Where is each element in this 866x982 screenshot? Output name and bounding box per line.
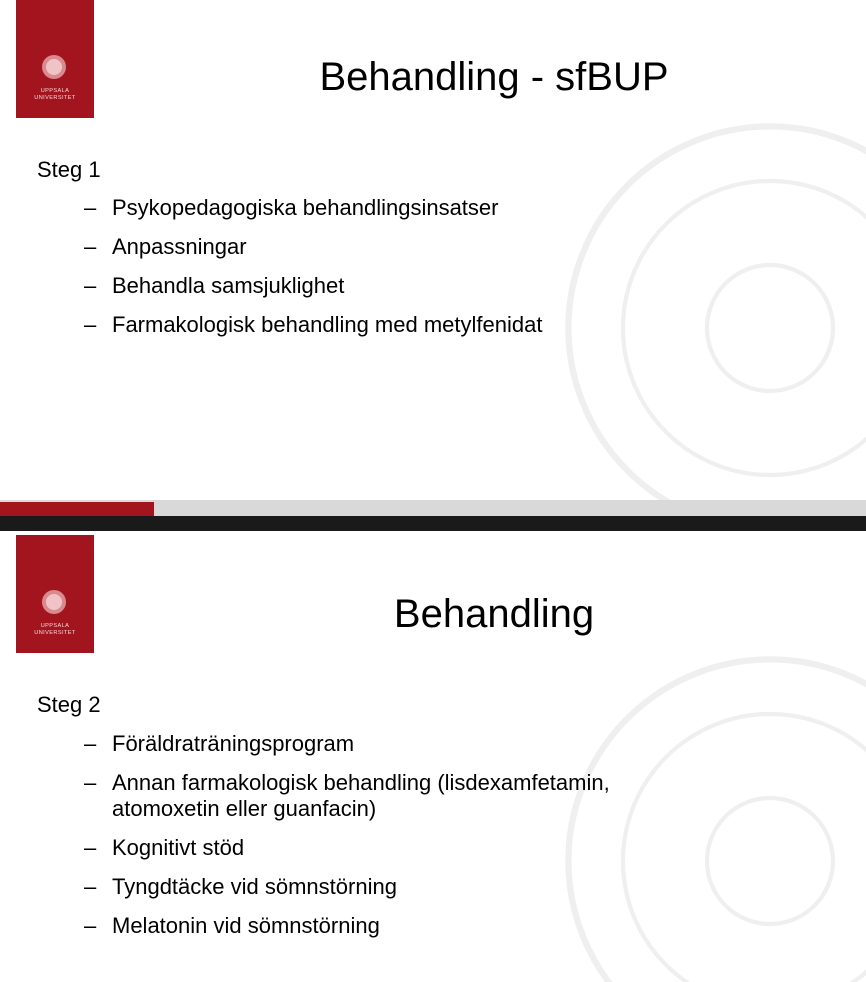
university-seal-icon <box>41 589 67 615</box>
slide-separator <box>0 516 866 531</box>
dash-marker: – <box>84 874 97 899</box>
logo-text: UPPSALA UNIVERSITET <box>34 88 76 101</box>
dash-marker: – <box>84 273 97 298</box>
slide-title: Behandling - sfBUP <box>319 55 669 99</box>
slide-2 <box>0 531 866 982</box>
list-item: – Farmakologisk behandling med metylfenidat <box>84 312 543 337</box>
slide-title: Behandling <box>393 592 595 636</box>
logo-text: UPPSALA UNIVERSITET <box>34 623 76 636</box>
dash-marker: – <box>84 731 97 756</box>
dash-marker: – <box>84 835 97 860</box>
dash-marker: – <box>84 195 97 220</box>
list-item: – Tyngdtäcke vid sömnstörning <box>84 874 397 899</box>
bullet-list <box>84 731 610 952</box>
list-item: – Annan farmakologisk behandling (lisdexamfetamin, atomoxetin eller guanfacin) <box>84 770 610 821</box>
dash-marker: – <box>84 312 97 337</box>
step-heading: Steg 1 <box>37 157 101 182</box>
footer-accent <box>0 502 154 516</box>
list-item: – Melatonin vid sömnstörning <box>84 913 380 938</box>
seal-watermark-icon <box>560 118 866 516</box>
bullet-list <box>84 195 542 351</box>
university-logo <box>16 535 94 653</box>
list-item: – Anpassningar <box>84 234 247 259</box>
dash-marker: – <box>84 234 97 259</box>
list-item: – Psykopedagogiska behandlingsinsatser <box>84 195 499 220</box>
list-item: – Föräldraträningsprogram <box>84 731 355 756</box>
university-logo <box>16 0 94 118</box>
dash-marker: – <box>84 770 97 795</box>
dash-marker: – <box>84 913 97 938</box>
list-item: – Kognitivt stöd <box>84 835 245 860</box>
list-item: – Behandla samsjuklighet <box>84 273 345 298</box>
step-heading: Steg 2 <box>37 692 101 717</box>
university-seal-icon <box>41 54 67 80</box>
